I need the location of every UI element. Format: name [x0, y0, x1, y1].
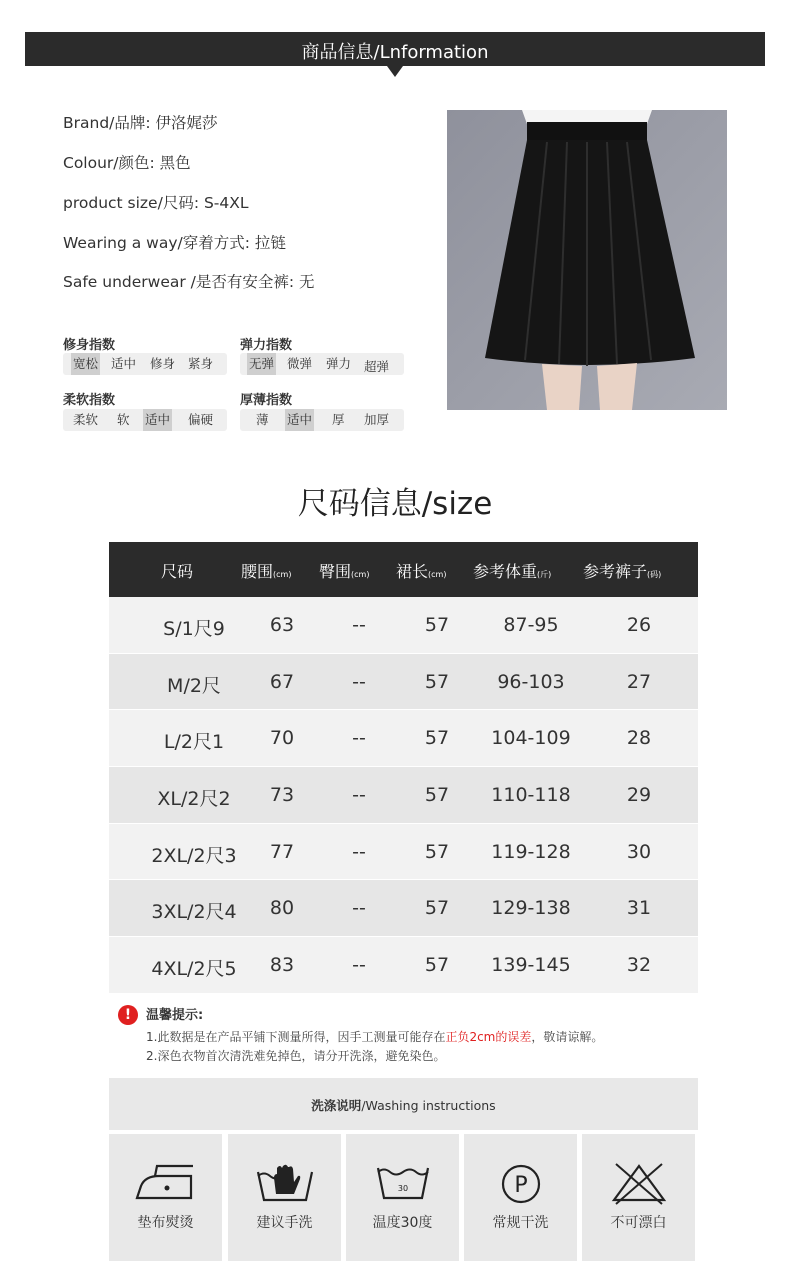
header-size: 尺码 — [161, 562, 194, 581]
cell-length: 57 — [424, 727, 450, 750]
note-line-1: 1.此数据是在产品平铺下测量所得，因手工测量可能存在正负2cm的误差，敬请谅解。 — [146, 1030, 604, 1044]
cell-size: S/1尺9 — [163, 618, 225, 640]
soft-option-hard: 偏硬 — [188, 412, 214, 427]
cell-length: 57 — [424, 784, 450, 807]
table-row — [109, 937, 698, 994]
cell-weight: 119-128 — [491, 840, 571, 863]
cell-length: 57 — [424, 614, 450, 636]
cell-pants: 28 — [626, 727, 652, 750]
table-row — [109, 654, 698, 711]
header-pants: 参考裤子(码) — [583, 562, 662, 581]
soft-option-soft: 柔软 — [73, 412, 99, 427]
cell-weight: 96-103 — [497, 670, 565, 693]
cell-pants: 26 — [626, 614, 652, 636]
info-safe-underwear — [63, 270, 315, 292]
info-value: S-4XL — [203, 194, 249, 212]
cell-hip: -- — [352, 670, 366, 693]
elastic-index-scale — [240, 353, 404, 375]
size-section-title: 尺码信息/size — [297, 486, 493, 522]
wash-label: 垫布熨烫 — [137, 1215, 194, 1231]
washing-header — [109, 1078, 698, 1130]
hand-wash-icon — [250, 1158, 320, 1208]
header-waist: 腰围(cm) — [241, 562, 292, 581]
info-label: product size/尺码: — [63, 194, 204, 212]
soft-option-mild: 软 — [117, 412, 130, 427]
skirt-illustration — [447, 110, 727, 410]
thick-option-extra-thick: 加厚 — [364, 412, 390, 427]
iron-icon — [131, 1158, 201, 1208]
info-value: 黑色 — [159, 154, 191, 172]
info-value: 无 — [299, 273, 315, 291]
info-colour — [63, 151, 191, 173]
wash-item-temperature — [346, 1134, 459, 1261]
notes-title: 温馨提示: — [146, 1008, 204, 1023]
elastic-option-stretch: 弹力 — [326, 356, 352, 371]
info-brand — [63, 111, 218, 133]
fit-index-scale — [63, 353, 227, 375]
cell-length: 57 — [424, 897, 450, 920]
fit-index-title: 修身指数 — [63, 338, 116, 353]
info-label: Brand/品牌: — [63, 114, 156, 132]
cell-waist: 80 — [269, 897, 295, 920]
header-hip: 臀围(cm) — [319, 562, 370, 581]
table-row — [109, 824, 698, 881]
cell-weight: 110-118 — [491, 784, 571, 807]
thick-option-thick: 厚 — [332, 412, 345, 427]
wash-tub-icon — [368, 1158, 438, 1208]
size-table — [109, 542, 698, 994]
soft-option-moderate: 适中 — [143, 409, 172, 431]
cell-weight: 87-95 — [503, 614, 559, 636]
elastic-option-none: 无弹 — [247, 353, 276, 375]
info-size — [63, 191, 249, 213]
cell-waist: 70 — [269, 727, 295, 750]
header-pointer-triangle — [387, 66, 403, 77]
thick-index-title: 厚薄指数 — [240, 393, 293, 408]
fit-option-loose: 宽松 — [71, 353, 100, 375]
size-table-body — [109, 597, 698, 994]
wash-item-dry-clean — [464, 1134, 577, 1261]
size-table-header — [109, 542, 698, 597]
cell-weight: 129-138 — [491, 897, 571, 920]
table-row — [109, 767, 698, 824]
cell-waist: 63 — [269, 614, 295, 636]
table-row — [109, 880, 698, 937]
cell-weight: 139-145 — [491, 954, 571, 977]
wash-label: 温度30度 — [372, 1215, 433, 1231]
cell-hip: -- — [352, 727, 366, 750]
cell-pants: 32 — [626, 954, 652, 977]
dry-clean-icon — [486, 1158, 556, 1208]
cell-hip: -- — [352, 840, 366, 863]
cell-waist: 77 — [269, 840, 295, 863]
cell-size: XL/2尺2 — [157, 788, 231, 811]
warning-icon: ! — [118, 1005, 138, 1025]
table-row — [109, 710, 698, 767]
section-header-bar — [25, 32, 765, 66]
wash-label: 建议手洗 — [256, 1215, 313, 1231]
thick-option-thin: 薄 — [256, 412, 269, 427]
cell-pants: 30 — [626, 840, 652, 863]
header-weight: 参考体重(斤) — [473, 562, 552, 581]
fit-option-moderate: 适中 — [111, 356, 137, 371]
note-highlight: 正负2cm的误差 — [445, 1030, 532, 1044]
wash-label: 常规干洗 — [492, 1215, 549, 1231]
info-value: 拉链 — [254, 234, 286, 252]
soft-index-title: 柔软指数 — [63, 393, 116, 408]
dry-clean-letter: P — [514, 1173, 528, 1198]
header-length: 裙长(cm) — [396, 562, 447, 581]
washing-title: 洗涤说明/Washing instructions — [311, 1098, 496, 1113]
cell-length: 57 — [424, 670, 450, 693]
cell-pants: 27 — [626, 670, 652, 693]
info-value: 伊洛娓莎 — [155, 114, 218, 132]
note-line-2: 2.深色衣物首次清洗难免掉色，请分开洗涤，避免染色。 — [146, 1049, 446, 1063]
info-label: Safe underwear /是否有安全裤: — [63, 273, 300, 291]
thick-index-scale — [240, 409, 404, 431]
cell-size: L/2尺1 — [163, 731, 225, 754]
elastic-option-super: 超弹 — [364, 359, 390, 374]
info-label: Wearing a way/穿着方式: — [63, 234, 255, 252]
fit-option-slim: 修身 — [150, 356, 176, 371]
info-label: Colour/颜色: — [63, 154, 160, 172]
section-header-title: 商品信息/Lnformation — [301, 42, 489, 63]
cell-size: 4XL/2尺5 — [151, 958, 237, 981]
elastic-index-title: 弹力指数 — [240, 338, 293, 353]
cell-size: M/2尺 — [167, 674, 221, 697]
info-wearing — [63, 231, 286, 253]
cell-weight: 104-109 — [491, 727, 571, 750]
cell-hip: -- — [352, 897, 366, 920]
fit-option-tight: 紧身 — [188, 356, 214, 371]
cell-waist: 73 — [269, 784, 295, 807]
soft-index-scale — [63, 409, 227, 431]
cell-size: 3XL/2尺4 — [151, 901, 237, 924]
wash-temp-text: 30 — [397, 1184, 409, 1193]
cell-hip: -- — [352, 954, 366, 977]
cell-hip: -- — [352, 614, 366, 636]
wash-item-no-bleach — [582, 1134, 695, 1261]
wash-label: 不可漂白 — [610, 1215, 667, 1231]
cell-waist: 67 — [269, 670, 295, 693]
table-row — [109, 597, 698, 654]
cell-length: 57 — [424, 954, 450, 977]
no-bleach-icon — [604, 1158, 674, 1208]
thick-option-moderate: 适中 — [285, 409, 314, 431]
wash-item-iron — [109, 1134, 222, 1261]
cell-size: 2XL/2尺3 — [151, 844, 237, 867]
cell-waist: 83 — [269, 954, 295, 977]
cell-length: 57 — [424, 840, 450, 863]
cell-pants: 29 — [626, 784, 652, 807]
elastic-option-slight: 微弹 — [287, 356, 313, 371]
cell-pants: 31 — [626, 897, 652, 920]
cell-hip: -- — [352, 784, 366, 807]
wash-item-hand — [228, 1134, 341, 1261]
product-photo — [447, 110, 727, 410]
